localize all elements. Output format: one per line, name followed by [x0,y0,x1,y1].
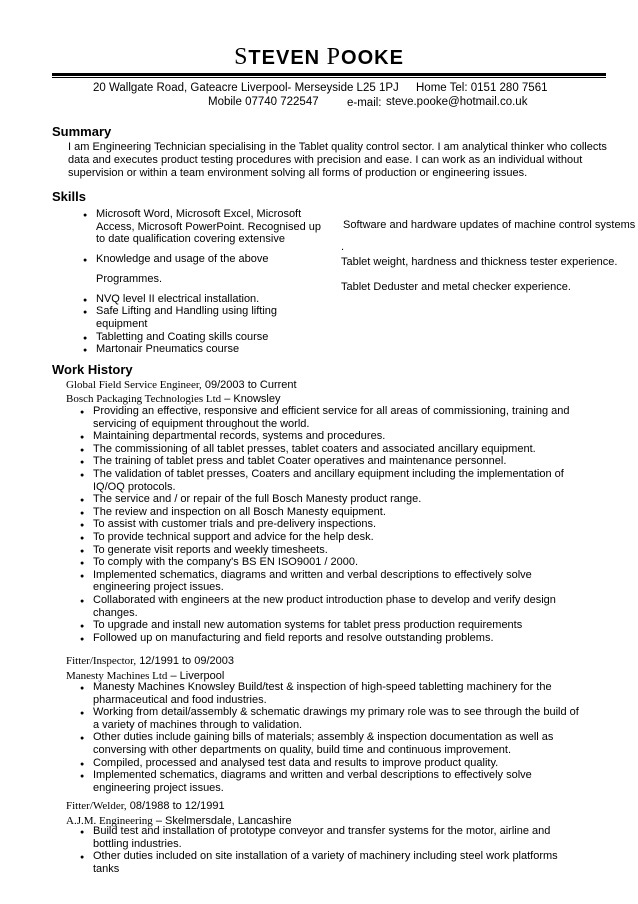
duty-item: ● Collaborated with engineers at the new product introduction phase to develop and verify design changes. [80,594,580,619]
skills-list-left [83,208,331,356]
job-location: – Skelmersdale, Lancashire [155,815,292,827]
duty-item: ● Build test and installation of prototype conveyor and transfer systems for the motor, airline and bottling industries. [80,825,580,850]
job-company-line [66,393,280,405]
job-location: – Liverpool [170,670,225,682]
name-first-rest: TEVEN [248,47,321,69]
home-phone: Home Tel: 0151 280 7561 [416,82,548,94]
job-location: – Knowsley [224,393,281,405]
summary-heading: Summary [52,124,112,139]
duty-item: ● The service and / or repair of the full Bosch Manesty product range. [80,493,580,506]
duty-item: ● Compiled, processed and analysed test data and results to improve product quality. [80,757,580,770]
job-duties-list [80,405,580,644]
duty-item: ● Other duties include gaining bills of materials; assembly & inspection documentation as well as conversing with other departments on quality, build time and continuous improvement. [80,731,580,756]
duty-item: ● The training of tablet press and tablet Coater operatives and maintenance personnel. [80,455,580,468]
skill-item: ● NVQ level II electrical installation. [83,293,331,306]
duty-item: ● Implemented schematics, diagrams and written and verbal descriptions to effectively solve engineering project issues. [80,769,580,794]
job-duties-list [80,825,580,875]
job-company: Bosch Packaging Technologies Ltd [66,393,222,405]
summary-text: I am Engineering Technician specialising in the Tablet quality control sector. I am analytical thinker who collects data and executes product testing procedures with precision and ease. I can work as an individual without supervision or within a team environment solving all forms of production or engineering issues. [68,141,607,179]
duty-item: ● The validation of tablet presses, Coaters and ancillary equipment including the implementation of IQ/OQ protocols. [80,468,580,493]
skill-item: ● Tabletting and Coating skills course [83,331,331,344]
resume-name [0,44,638,71]
work-history-heading: Work History [52,362,133,377]
duty-item: ● To generate visit reports and weekly timesheets. [80,544,580,557]
name-initial-first: S [234,44,249,70]
skill-item: ● Safe Lifting and Handling using lifting equipment [83,305,331,330]
duty-item: ● Followed up on manufacturing and field reports and resolve outstanding problems. [80,632,580,645]
duty-item: ● To upgrade and install new automation systems for tablet press production requirements [80,619,580,632]
duty-item: ● To comply with the company's BS EN ISO9001 / 2000. [80,556,580,569]
name-last-rest: OOKE [341,47,404,69]
job-title-line [66,800,225,812]
header-rule-thin [52,77,606,78]
job-title-line [66,655,234,667]
job-title: Fitter/Welder, [66,800,127,812]
skill-item: ● Microsoft Word, Microsoft Excel, Microsoft Access, Microsoft PowerPoint. Recognised up to date qualification covering extensive [83,208,331,246]
duty-item: ● Other duties included on site installation of a variety of machinery including steel work platforms tanks [80,850,580,875]
duty-item: ● Manesty Machines Knowsley Build/test & inspection of high-speed tabletting machinery for the pharmaceutical and food industries. [80,681,580,706]
email-address[interactable]: steve.pooke@hotmail.co.uk [386,96,528,108]
skill-right-item: Tablet weight, hardness and thickness tester experience. [341,256,618,268]
job-title-line [66,379,297,391]
duty-item: ● Implemented schematics, diagrams and written and verbal descriptions to effectively solve engineering project issues. [80,569,580,594]
header-rule-thick [52,73,606,76]
job-dates: 08/1988 to 12/1991 [129,800,225,812]
job-duties-list [80,681,580,794]
skill-item: ● Knowledge and usage of the above Programmes. [83,249,331,289]
skill-item: ● Martonair Pneumatics course [83,343,331,356]
email-label: e-mail: [347,97,382,109]
job-dates: 12/1991 to 09/2003 [139,655,234,667]
duty-item: ● Maintaining departmental records, systems and procedures. [80,430,580,443]
skill-right-item: Software and hardware updates of machine control systems [343,219,636,231]
job-company: A.J.M. Engineering [66,815,153,827]
duty-item: ● Providing an effective, responsive and efficient service for all areas of commissioning, training and servicing of equipment throughout the world. [80,405,580,430]
job-dates: 09/2003 to Current [204,379,297,391]
duty-item: ● The review and inspection on all Bosch Manesty equipment. [80,506,580,519]
address: 20 Wallgate Road, Gateacre Liverpool- Merseyside L25 1PJ [93,82,399,94]
duty-item: ● The commissioning of all tablet presses, tablet coaters and associated ancillary equipment. [80,443,580,456]
skill-right-item: Tablet Deduster and metal checker experience. [341,281,571,293]
duty-item: ● To provide technical support and advice for the help desk. [80,531,580,544]
skills-heading: Skills [52,189,86,204]
duty-item: ● Working from detail/assembly & schematic drawings my primary role was to see through the build of a variety of machines through to validation. [80,706,580,731]
mobile-phone: Mobile 07740 722547 [208,96,319,108]
job-company: Manesty Machines Ltd [66,670,168,682]
duty-item: ● To assist with customer trials and pre-delivery inspections. [80,518,580,531]
name-initial-last: P [326,44,342,70]
job-title: Global Field Service Engineer, [66,379,202,391]
job-title: Fitter/Inspector, [66,655,137,667]
skill-right-item: . [341,241,345,253]
